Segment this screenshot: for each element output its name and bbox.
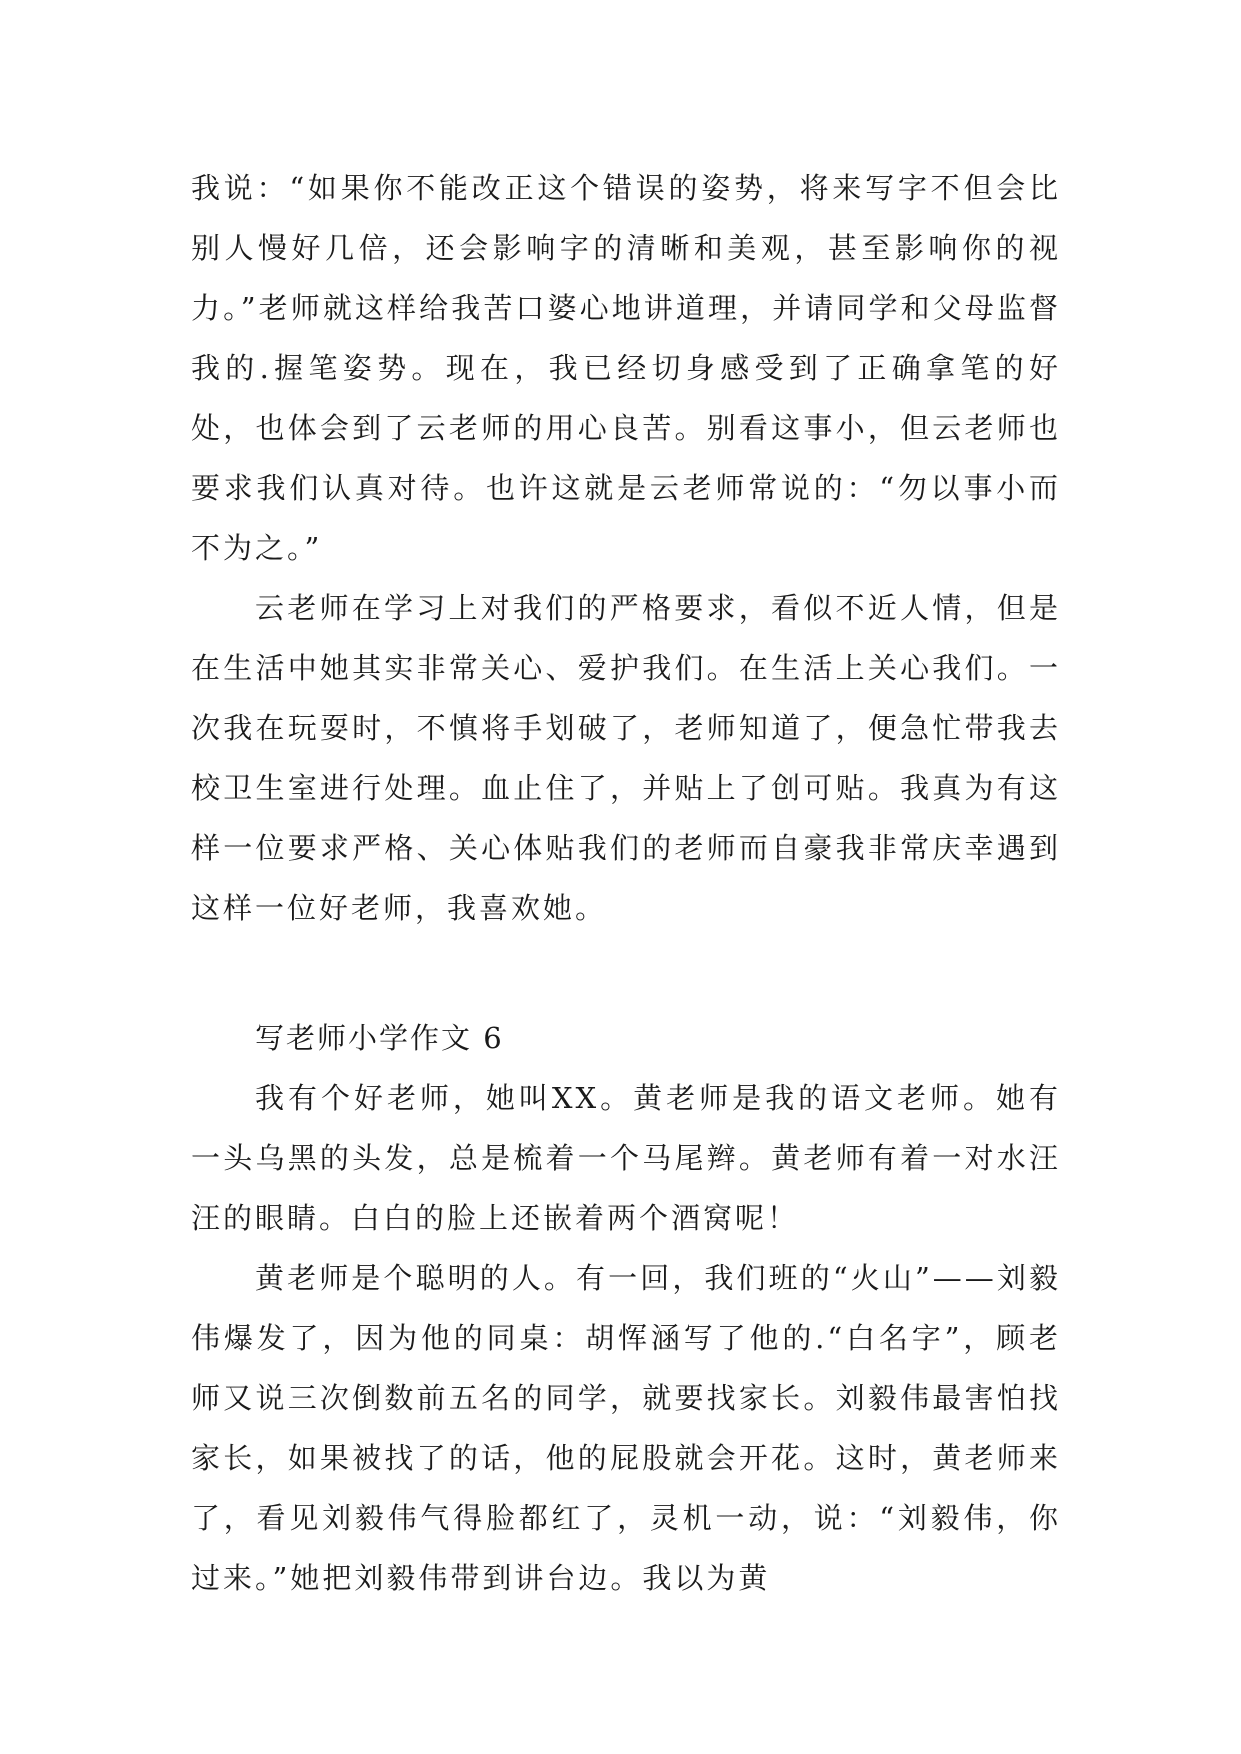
paragraph-continued: 我说：“如果你不能改正这个错误的姿势，将来写字不但会比别人慢好几倍，还会影响字的清晰和美观，甚至影响你的视力。”老师就这样给我苦口婆心地讲道理，并请同学和父母监督我的.握笔姿势。现在，我已经切身感受到了正确拿笔的好处，也体会到了云老师的用心良苦。别看这事小，但云老师也要求我们认真对待。也许这就是云老师常说的：“勿以事小而不为之。” — [191, 171, 1061, 565]
paragraph-intro: 我有个好老师，她叫XX。黄老师是我的语文老师。她有一头乌黑的头发，总是梳着一个马尾辫。黄老师有着一对水汪汪的眼睛。白白的脸上还嵌着两个酒窝呢！ — [191, 1081, 1061, 1235]
document-body — [191, 158, 1061, 1608]
paragraph-story: 黄老师是个聪明的人。有一回，我们班的“火山”——刘毅伟爆发了，因为他的同桌：胡恽涵写了他的.“白名字”，顾老师又说三次倒数前五名的同学，就要找家长。刘毅伟最害怕找家长，如果被找了的话，他的屁股就会开花。这时，黄老师来了，看见刘毅伟气得脸都红了，灵机一动，说：“刘毅伟，你过来。”她把刘毅伟带到讲台边。我以为黄 — [191, 1261, 1061, 1595]
section-title: 写老师小学作文 6 — [255, 1021, 504, 1055]
section-gap — [191, 938, 1061, 1008]
paragraph-teacher-care: 云老师在学习上对我们的严格要求，看似不近人情，但是在生活中她其实非常关心、爱护我们。在生活上关心我们。一次我在玩耍时，不慎将手划破了，老师知道了，便急忙带我去校卫生室进行处理。血止住了，并贴上了创可贴。我真为有这样一位要求严格、关心体贴我们的老师而自豪我非常庆幸遇到这样一位好老师，我喜欢她。 — [191, 591, 1061, 925]
